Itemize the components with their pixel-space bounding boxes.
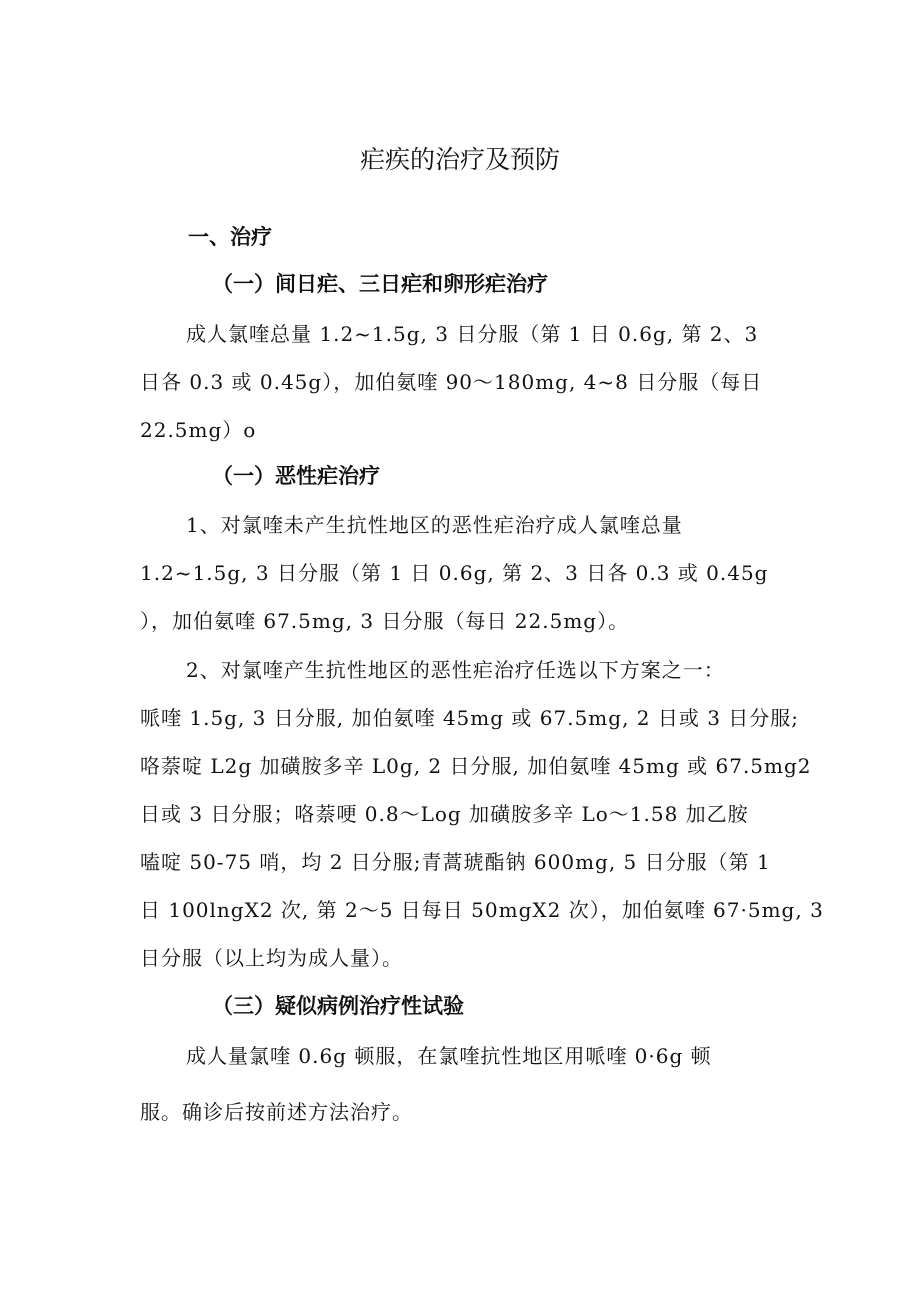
- paragraph-vivax-treatment: [140, 310, 800, 454]
- document-title: 疟疾的治疗及预防: [359, 145, 560, 174]
- paragraph-line: 哌喹 1.5g, 3 日分服, 加伯氨喹 45mg 或 67.5mg, 2 日或 3 日分服;: [140, 706, 800, 730]
- paragraph-falciparum-resistant: [140, 646, 824, 982]
- section-heading-treatment: 一、治疗: [188, 225, 272, 249]
- paragraph-line: 成人氯喹总量 1.2~1.5g, 3 日分服（第 1 日 0.6g, 第 2、3: [186, 322, 759, 346]
- paragraph-line: 日分服（以上均为成人量）。: [140, 946, 403, 970]
- paragraph-line: 服。确诊后按前述方法治疗。: [140, 1100, 413, 1124]
- paragraph-line: 日各 0.3 或 0.45g），加伯氨喹 90～180mg, 4~8 日分服（每日: [140, 370, 763, 394]
- paragraph-line: 日 100lngX2 次, 第 2～5 日每日 50mgX2 次），加伯氨喹 67·5mg, 3: [140, 898, 824, 922]
- paragraph-falciparum-nonresistant: [140, 501, 800, 645]
- paragraph-line: 日或 3 日分服；咯萘哽 0.8～Log 加磺胺多辛 Lo～1.58 加乙胺: [140, 802, 749, 826]
- paragraph-line: 1、对氯喹未产生抗性地区的恶性疟治疗成人氯喹总量: [186, 513, 683, 537]
- paragraph-line: 2、对氯喹产生抗性地区的恶性疟治疗任选以下方案之一：: [186, 658, 725, 682]
- paragraph-line: 咯萘啶 L2g 加磺胺多辛 L0g, 2 日分服, 加伯氨喹 45mg 或 67.5mg2: [140, 754, 812, 778]
- paragraph-line: 22.5mg）o: [140, 418, 257, 442]
- paragraph-line: 嗑啶 50-75 哨，均 2 日分服;青蒿琥酯钠 600mg, 5 日分服（第 1: [140, 850, 771, 874]
- subsection-heading-vivax: （一）间日疟、三日疟和卵形疟治疗: [212, 272, 548, 296]
- paragraph-suspected-trial: [140, 1032, 800, 1136]
- subsection-heading-falciparum: （一）恶性疟治疗: [212, 464, 380, 488]
- paragraph-line: 1.2~1.5g, 3 日分服（第 1 日 0.6g, 第 2、3 日各 0.3 或 0.45g: [140, 561, 769, 585]
- paragraph-line: 成人量氯喹 0.6g 顿服，在氯喹抗性地区用哌喹 0·6g 顿: [186, 1044, 712, 1068]
- paragraph-line: ），加伯氨喹 67.5mg, 3 日分服（每日 22.5mg）。: [140, 609, 630, 633]
- subsection-heading-suspected: （三）疑似病例治疗性试验: [212, 994, 464, 1018]
